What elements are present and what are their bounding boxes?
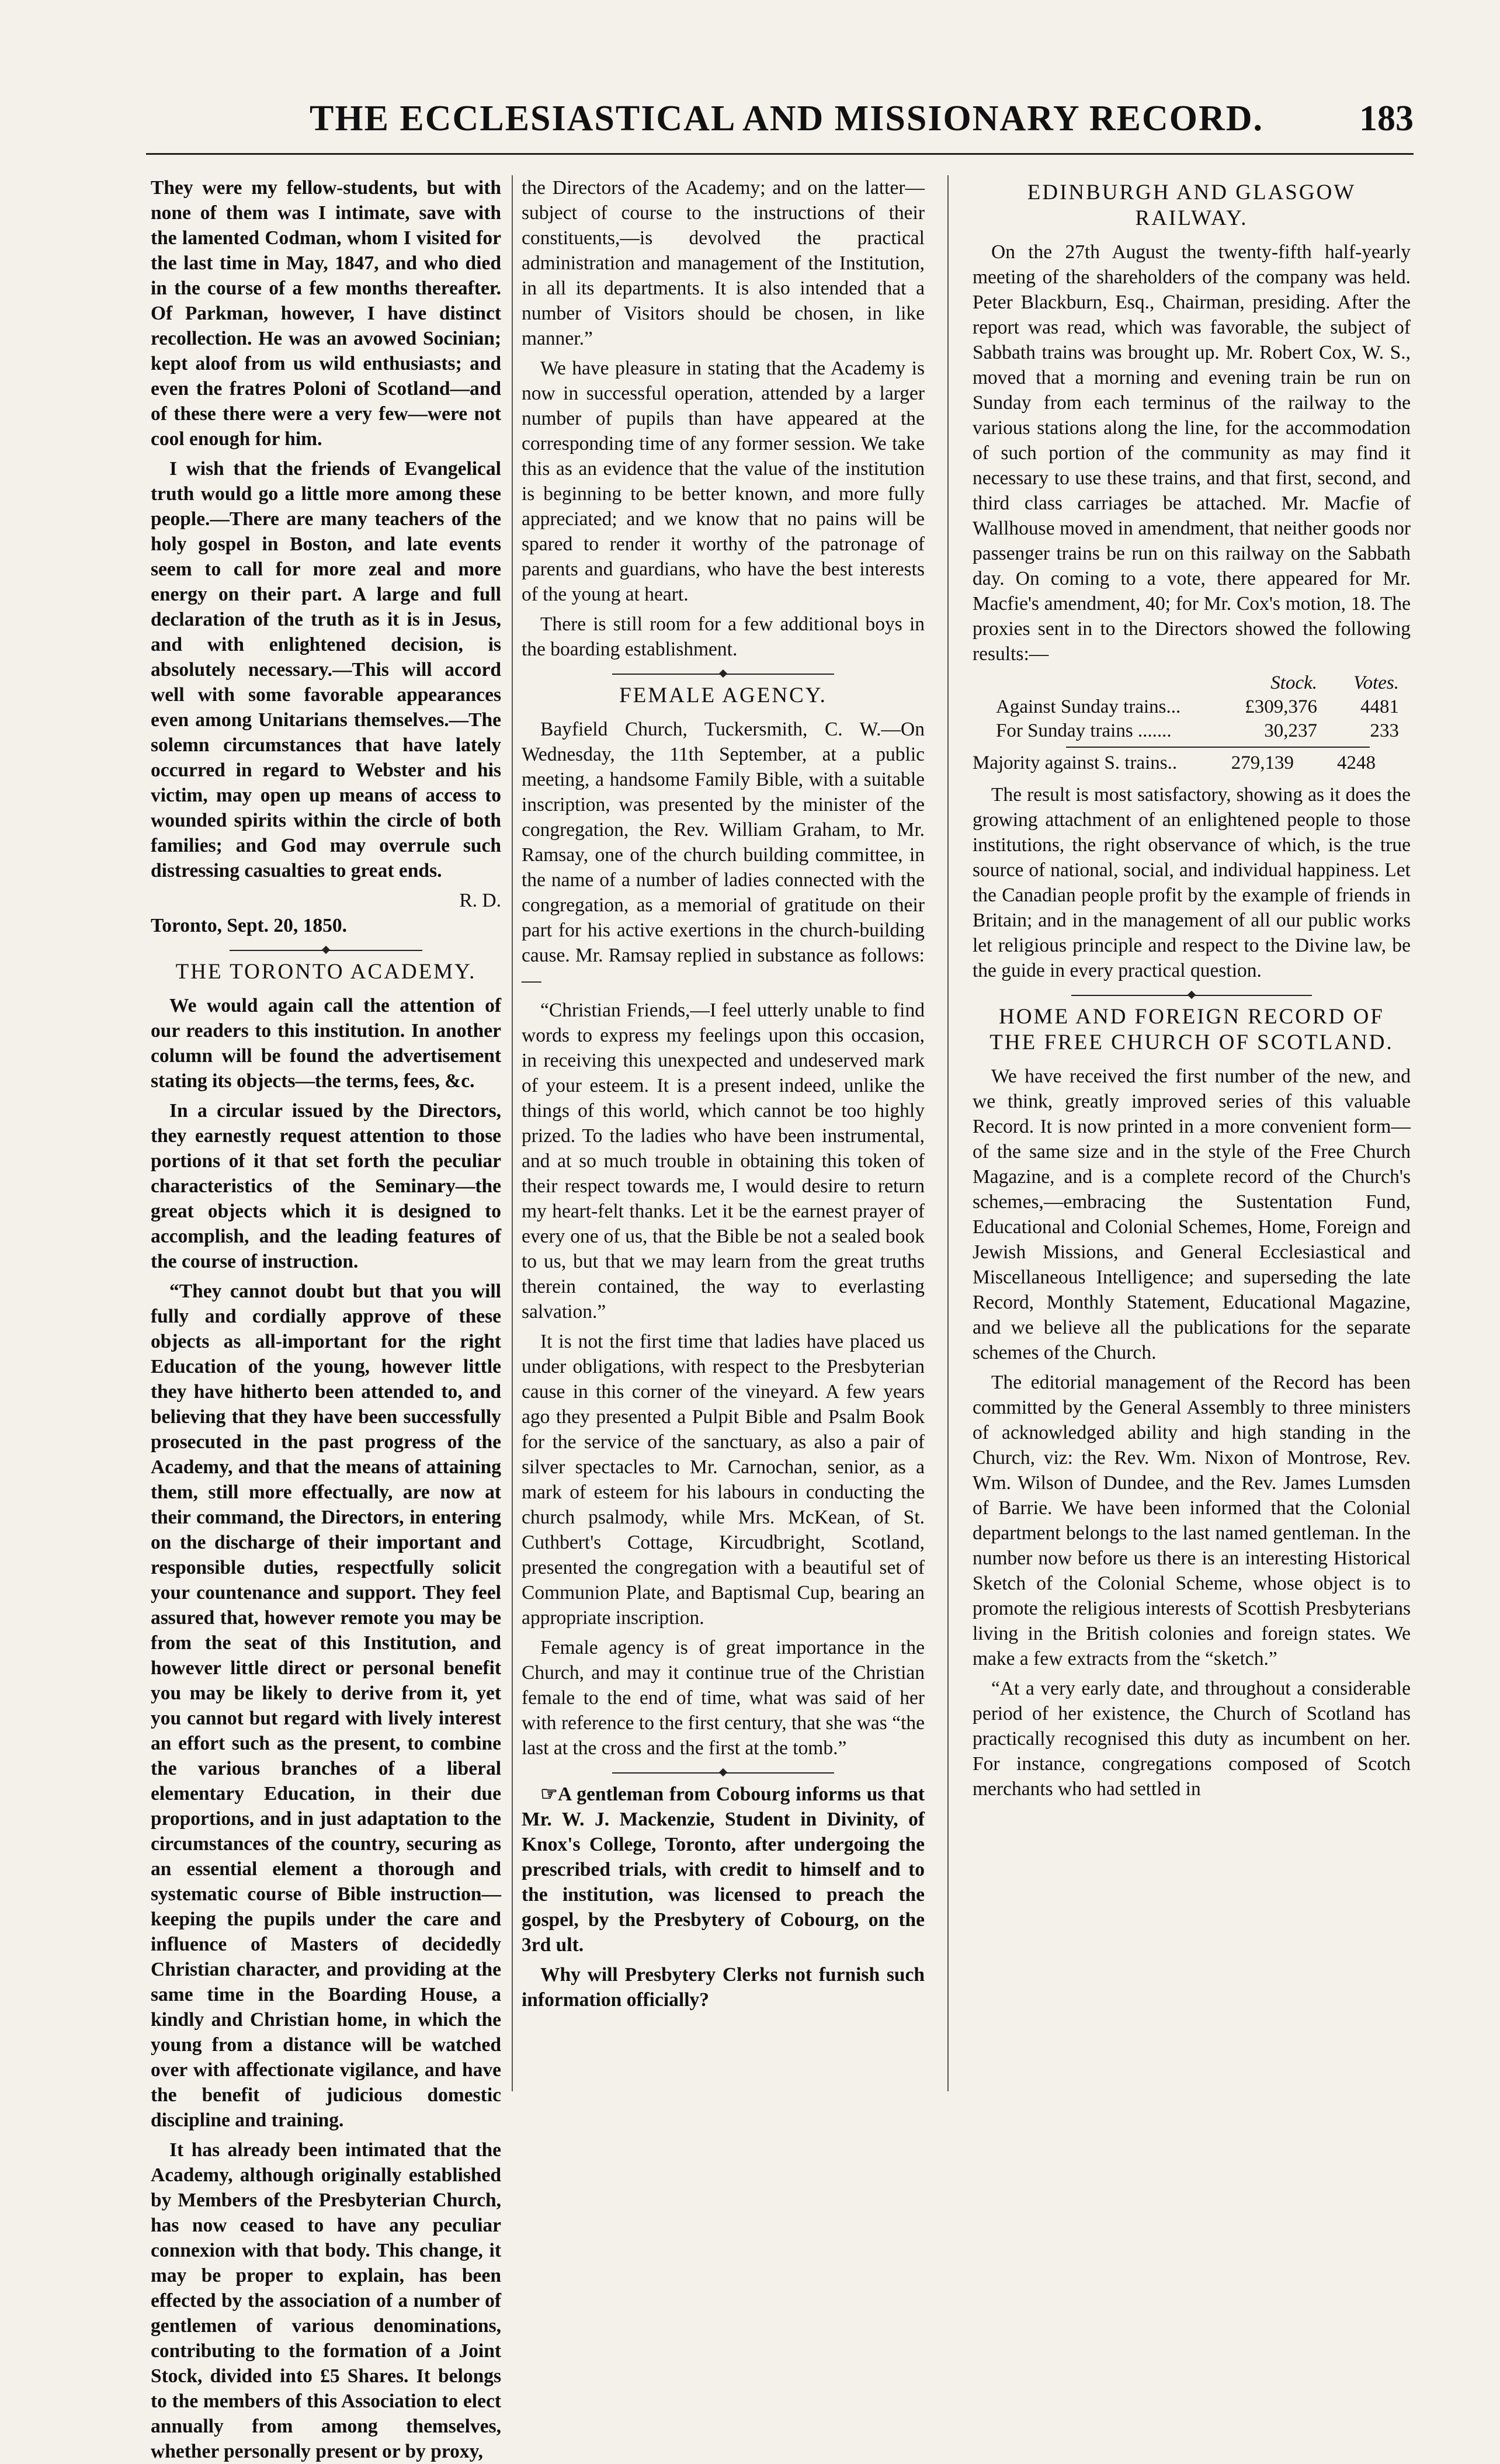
column-middle (522, 175, 925, 2088)
section-title-toronto-academy: THE TORONTO ACADEMY. (175, 960, 477, 984)
results-label: For Sunday trains ....... (996, 720, 1172, 741)
section-title-female-agency: FEMALE AGENCY. (619, 683, 827, 707)
section-divider (1071, 991, 1312, 1000)
results-header-row (996, 671, 1411, 695)
licensing-notice: ☞A gentleman from Cobourg informs us that Mr. W. J. Mackenzie, Student in Divinity, of Knox's College, Toronto, after undergoing the prescribed trials, with credit to himself and to the institution, was licensed to preach the gospel, by the Presbytery of Cobourg, on the 3rd ult. (522, 1783, 925, 1956)
results-votes: 4248 (1337, 752, 1376, 773)
article-paragraph: On the 27th August the twenty-fifth half-yearly meeting of the shareholders of the company was held. Peter Blackburn, Esq., Chairman, presiding. After the report was read, which was favorable, the subject of Sabbath trains was brought up. Mr. Robert Cox, W. S., moved that a morning and evening train be run on Sunday from each terminus of the railway to the various stations along the line, for the accommodation of such portion of the community as may find it necessary to use these trains, and that first, second, and third class carriages be attached. Mr. Macfie of Wallhouse moved in amendment, that neither goods nor passenger trains be run on this railway on the Sabbath day. On coming to a vote, there appeared for Mr. Macfie's amendment, 40; for Mr. Cox's motion, 18. The proxies sent in to the Directors showed the following results:— (973, 241, 1411, 665)
results-label: Majority against S. trains.. (973, 752, 1178, 773)
results-total-row (973, 751, 1411, 775)
letter-signature: R. D. (459, 890, 501, 911)
letter-paragraph: They were my fellow-students, but with none of them was I intimate, save with the lamented Codman, whom I visited for the last time in May, 1847, and who died in the course of a few months thereafter. Of Parkman, however, I have distinct recollection. He was an avowed Socinian; kept aloof from us wild enthusiasts; and even the fratres Poloni of Scotland—and of these there were a very few—were not cool enough for him. (151, 177, 501, 450)
section-title-railway: EDINBURGH AND GLASGOW RAILWAY. (1027, 181, 1356, 230)
closing-question: Why will Presbytery Clerks not furnish such information officially? (522, 1964, 925, 2011)
article-paragraph: Female agency is of great importance in the Church, and may it continue true of the Christian female to the end of time, what was said of her with reference to the first century, that she was “the last at the cross and the first at the tomb.” (522, 1637, 925, 1759)
running-head (140, 98, 1414, 151)
results-header-spacer (996, 671, 1230, 695)
column-left (151, 175, 501, 2462)
article-paragraph: We have pleasure in stating that the Academy is now in successful operation, attended by a larger number of pupils than have appeared at the corresponding time of any former session. We take this as an evidence that the value of the institution is beginning to be better known, and more fully appreciated; and we know that no pains will be spared to render it worthy of the patronage of parents and guardians, who have the best interests of the young at heart. (522, 358, 925, 605)
article-paragraph: Bayfield Church, Tuckersmith, C. W.—On Wednesday, the 11th September, at a public meeting, a handsome Family Bible, with a suitable inscription, was presented by the minister of the congregation, the Rev. William Graham, to Mr. Ramsay, one of the church building committee, in the name of a number of ladies connected with the congregation, as a memorial of gratitude on their part for his active exertions in the church-building cause. Mr. Ramsay replied in substance as follows:— (522, 719, 925, 991)
section-title-home-foreign-record: HOME AND FOREIGN RECORD OF THE FREE CHURCH OF SCOTLAND. (989, 1005, 1394, 1054)
column-rule (512, 175, 513, 2091)
publication-title: THE ECCLESIASTICAL AND MISSIONARY RECORD. (310, 99, 1264, 138)
results-stock: 279,139 (1231, 752, 1294, 773)
article-paragraph: The result is most satisfactory, showing as it does the growing attachment of an enlightened people to those institutions, the right observance of which, is the true source of national, social, and individual happiness. Let the Canadian people profit by the example of friends in Britain; and in the management of all our public works let religious principle and respect to the Divine law, be the guide in every practical question. (973, 784, 1411, 981)
article-paragraph: In a circular issued by the Directors, they earnestly request attention to those portions of it that set forth the peculiar characteristics of the Seminary—the great objects which it is designed to accomplish, and the leading features of the course of instruction. (151, 1100, 501, 1272)
article-quote: “Christian Friends,—I feel utterly unable to find words to express my feelings upon this occasion, in receiving this unexpected and undeserved mark of your esteem. It is a present indeed, unlike the things of this world, which cannot be too highly prized. To the ladies who have been instrumental, and at so much trouble in obtaining this token of their respect towards me, I would desire to return my heart-felt thanks. Let it be the earnest prayer of every one of us, that the Bible be not a sealed book to us, but that we may learn from the great truths therein contained, the way to everlasting salvation.” (522, 1000, 925, 1323)
article-paragraph: We would again call the attention of our readers to this institution. In another column will be found the advertisement stating its objects—the terms, fees, &c. (151, 995, 501, 1092)
results-row (996, 695, 1411, 719)
article-paragraph: the Directors of the Academy; and on the latter—subject of course to the instructions of their constituents,—is devolved the practical administration and management of the Institution, in all its departments. It is also intended that a number of Visitors should be chosen, in like manner.” (522, 177, 925, 349)
header-rule (146, 153, 1414, 155)
article-quote: “They cannot doubt but that you will fully and cordially approve of these objects as all-important for the right Education of the young, however little they have hitherto been attended to, and believing that they have been successfully prosecuted in the past progress of the Academy, and that the means of attaining them, still more effectually, are now at their command, the Directors, in entering on the discharge of their important and responsible duties, respectfully solicit your countenance and support. They feel assured that, however remote you may be from the seat of this Institution, and however little direct or personal benefit you may be likely to derive from it, yet you cannot but regard with lively interest an effort such as the present, to combine the various branches of a liberal elementary Education, in their due proportions, and in just adaptation to the circumstances of the country, securing as an essential element a thorough and systematic course of Bible instruction—keeping the pupils under the care and influence of Masters of decidedly Christian character, and providing at the same time in the Boarding House, a kindly and Christian home, in which the young from a distance will be watched over with affectionate vigilance, and have the benefit of judicious domestic discipline and training. (151, 1280, 501, 2131)
article-paragraph: It has already been intimated that the Academy, although originally established by Members of the Presbyterian Church, has now ceased to have any peculiar connexion with that body. This change, it may be proper to explain, has been effected by the association of a number of gentlemen of various denominations, contributing to the formation of a Joint Stock, divided into £5 Shares. It belongs to the members of this Association to elect annually from among themselves, whether personally present or by proxy, (151, 2139, 501, 2462)
column-right (973, 175, 1411, 2088)
results-label: Against Sunday trains... (996, 696, 1181, 717)
results-header-votes: Votes. (1353, 672, 1399, 693)
article-paragraph: We have received the first number of the new, and we think, greatly improved series of this valuable Record. It is now printed in a more convenient form—of the same size and in the style of the Free Church Magazine, and is a complete record of the Church's schemes,—embracing the Sustentation Fund, Educational and Colonial Schemes, Home, Foreign and Jewish Missions, and General Ecclesiastical and Miscellaneous Intelligence; and superseding the late Record, Monthly Statement, Educational Magazine, and we believe all the publications for the separate schemes of the Church. (973, 1066, 1411, 1363)
results-header-stock: Stock. (1270, 672, 1317, 693)
results-votes: 4481 (1360, 696, 1399, 717)
article-paragraph: There is still room for a few additional boys in the boarding establishment. (522, 613, 925, 660)
proxy-results-table (973, 671, 1411, 775)
section-divider (612, 1769, 834, 1777)
article-paragraph: The editorial management of the Record has been committed by the General Assembly to three ministers of acknowledged ability and high standing in the Church, viz: the Rev. Wm. Nixon of Montrose, Rev. Wm. Wilson of Dundee, and the Rev. James Lumsden of Barrie. We have been informed that the Colonial department belongs to the last named gentleman. In the number now before us there is an interesting Historical Sketch of the Colonial Scheme, whose object is to promote the religious interests of Scottish Presbyterians living in the British colonies and foreign states. We make a few extracts from the “sketch.” (973, 1372, 1411, 1670)
letter-dateline: Toronto, Sept. 20, 1850. (151, 915, 347, 936)
results-stock: 30,237 (1264, 720, 1317, 741)
column-rule (947, 175, 949, 2091)
article-paragraph: It is not the first time that ladies have placed us under obligations, with respect to the Presbyterian cause in this corner of the vineyard. A few years ago they presented a Pulpit Bible and Psalm Book for the service of the sanctuary, as also a pair of silver spectacles to Mr. Carnochan, senior, as a mark of esteem for his labours in conducting the church psalmody, while Mrs. McKean, of St. Cuthbert's Cottage, Kircudbright, Scotland, presented the congregation with a beautiful set of Communion Plate, and Baptismal Cup, bearing an appropriate inscription. (522, 1331, 925, 1629)
results-votes: 233 (1370, 720, 1399, 741)
results-stock: £309,376 (1245, 696, 1317, 717)
letter-paragraph: I wish that the friends of Evangelical truth would go a little more among these people.—There are many teachers of the holy gospel in Boston, and late events seem to call for more zeal and more energy on their part. A large and full declaration of the truth as it is in Jesus, and with enlightened decision, is absolutely necessary.—This will accord well with some favorable appearances even among Unitarians themselves.—The solemn circumstances that have lately occurred in regard to Webster and his victim, may open up means of access to wounded spirits within the circle of both families; and God may overrule such distressing casualties to great ends. (151, 458, 501, 882)
results-row (996, 719, 1411, 743)
results-rule (1066, 747, 1370, 748)
page-number: 183 (1359, 99, 1414, 138)
section-divider (612, 670, 834, 678)
article-quote: “At a very early date, and throughout a considerable period of her existence, the Church of Scotland has practically recognised this duty as incumbent on her. For instance, congregations composed of Scotch merchants who had settled in (973, 1678, 1411, 1800)
section-divider (230, 946, 422, 955)
